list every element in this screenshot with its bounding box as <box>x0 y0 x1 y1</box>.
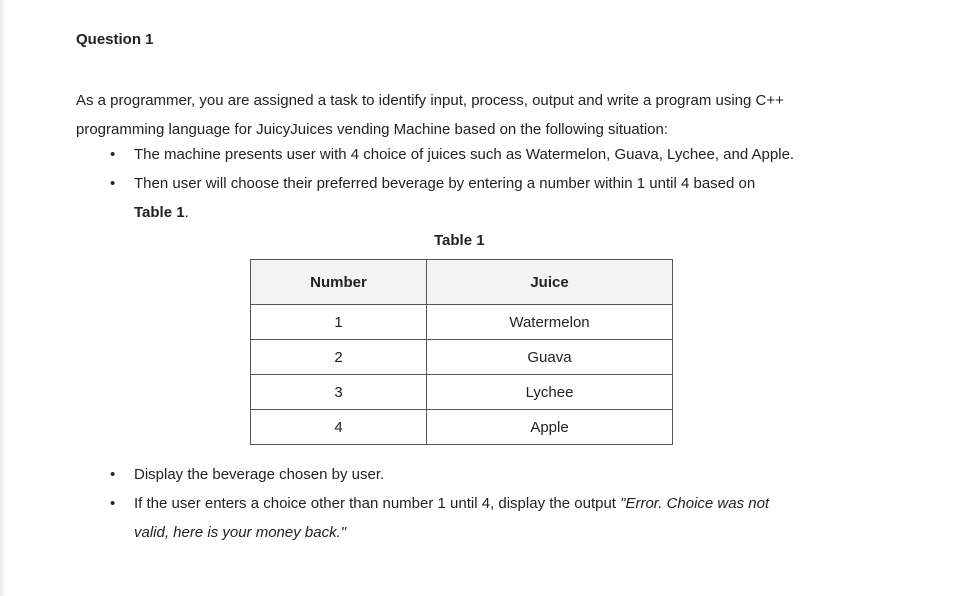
intro-line-2: programming language for JuicyJuices vending Machine based on the following situation: <box>76 121 669 138</box>
intro-line-1: As a programmer, you are assigned a task to identify input, process, output and write a program using C++ <box>76 92 784 109</box>
scan-edge <box>0 0 6 596</box>
cell-number: 2 <box>251 340 427 375</box>
cell-juice: Watermelon <box>427 305 673 340</box>
bullet-icon: • <box>110 146 116 163</box>
bullet-text: Then user will choose their preferred beverage by entering a number within 1 until 4 based on <box>134 175 756 192</box>
cell-juice: Guava <box>427 340 673 375</box>
cell-number: 3 <box>251 375 427 410</box>
bullet-text <box>134 495 769 512</box>
table-header-row <box>251 260 673 305</box>
bullet-icon: • <box>110 175 116 192</box>
error-message-start: "Error. Choice was not <box>620 495 770 512</box>
table-row <box>251 305 673 340</box>
error-prefix: If the user enters a choice other than number 1 until 4, display the output <box>134 495 621 512</box>
period: . <box>184 204 189 221</box>
bullet-continuation <box>134 204 189 221</box>
header-number: Number <box>251 260 427 305</box>
bullet-text: The machine presents user with 4 choice of juices such as Watermelon, Guava, Lychee, and Apple. <box>134 146 795 163</box>
table-caption: Table 1 <box>434 232 485 249</box>
bullet-icon: • <box>110 466 116 483</box>
table-row <box>251 340 673 375</box>
header-juice: Juice <box>427 260 673 305</box>
table-reference: Table 1 <box>134 204 185 221</box>
cell-juice: Apple <box>427 410 673 445</box>
table-row <box>251 410 673 445</box>
question-title: Question 1 <box>76 31 154 48</box>
question-intro <box>76 86 876 144</box>
table-row <box>251 375 673 410</box>
juice-table <box>250 259 673 445</box>
cell-juice: Lychee <box>427 375 673 410</box>
bullet-icon: • <box>110 495 116 512</box>
cell-number: 4 <box>251 410 427 445</box>
bullet-text: Display the beverage chosen by user. <box>134 466 385 483</box>
cell-number: 1 <box>251 305 427 340</box>
error-message-end: valid, here is your money back." <box>134 524 347 541</box>
